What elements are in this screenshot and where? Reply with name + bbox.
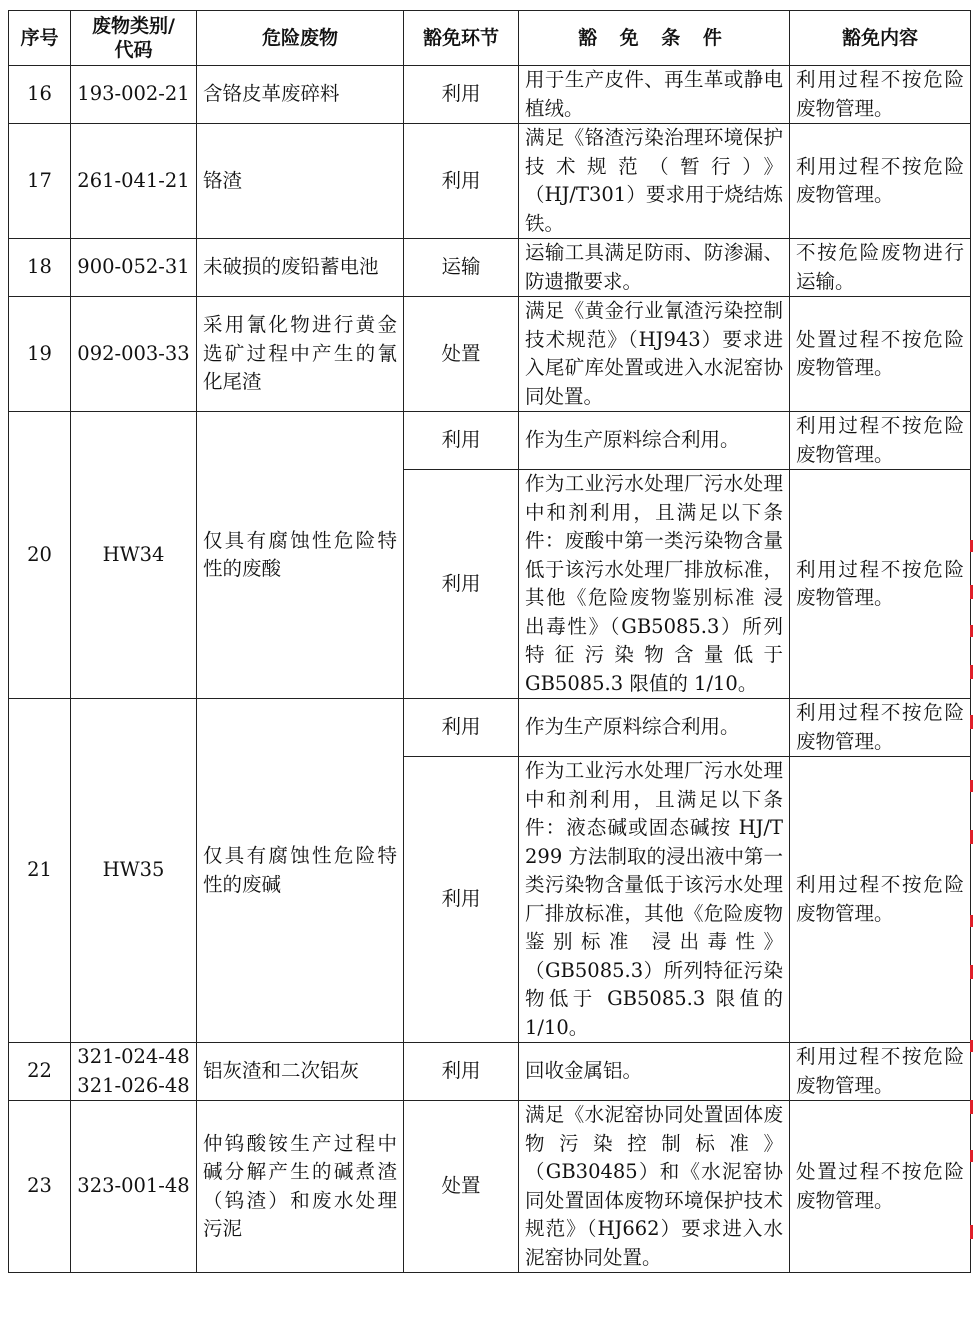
table-row: [9, 412, 971, 470]
row-condition: 用于生产皮件、再生革或静电植绒。: [519, 66, 790, 124]
row-seq: 17: [9, 124, 71, 239]
row-content: 利用过程不按危险废物管理。: [790, 412, 971, 470]
header-code: 废物类别/代码: [71, 11, 197, 66]
row-seq: 20: [9, 412, 71, 699]
header-name: 危险废物: [197, 11, 404, 66]
row-condition: 满足《黄金行业氰渣污染控制技术规范》（HJ943）要求进入尾矿库处置或进入水泥窑协同处置。: [519, 297, 790, 412]
row-condition: 作为生产原料综合利用。: [519, 412, 790, 470]
row-waste-name: 未破损的废铅蓄电池: [197, 239, 404, 297]
row-seq: 23: [9, 1101, 71, 1273]
row-code: 193-002-21: [71, 66, 197, 124]
row-seq: 16: [9, 66, 71, 124]
row-code: HW34: [71, 412, 197, 699]
table-row: [9, 124, 971, 239]
row-content: 利用过程不按危险废物管理。: [790, 124, 971, 239]
row-content: 处置过程不按危险废物管理。: [790, 297, 971, 412]
row-stage: 处置: [404, 1101, 519, 1273]
row-stage: 利用: [404, 412, 519, 470]
row-seq: 22: [9, 1043, 71, 1101]
row-waste-name: 仅具有腐蚀性危险特性的废酸: [197, 412, 404, 699]
row-stage: 利用: [404, 1043, 519, 1101]
row-content: 处置过程不按危险废物管理。: [790, 1101, 971, 1273]
row-code: [71, 1043, 197, 1101]
row-seq: 19: [9, 297, 71, 412]
row-condition: 作为生产原料综合利用。: [519, 699, 790, 757]
document-page: [8, 10, 970, 1273]
header-content: 豁免内容: [790, 11, 971, 66]
table-row: [9, 66, 971, 124]
row-stage: 运输: [404, 239, 519, 297]
row-condition: 回收金属铝。: [519, 1043, 790, 1101]
row-code: 092-003-33: [71, 297, 197, 412]
row-waste-name: 采用氰化物进行黄金选矿过程中产生的氰化尾渣: [197, 297, 404, 412]
table-row: [9, 1043, 971, 1101]
row-code-line: 321-026-48: [77, 1073, 190, 1097]
row-waste-name: 仅具有腐蚀性危险特性的废碱: [197, 699, 404, 1043]
row-code: 323-001-48: [71, 1101, 197, 1273]
row-stage: 利用: [404, 699, 519, 757]
waste-exemption-table: [8, 10, 971, 1273]
row-waste-name: 含铬皮革废碎料: [197, 66, 404, 124]
header-seq: 序号: [9, 11, 71, 66]
table-row: [9, 1101, 971, 1273]
row-stage: 利用: [404, 124, 519, 239]
row-waste-name: 铝灰渣和二次铝灰: [197, 1043, 404, 1101]
row-waste-name: 仲钨酸铵生产过程中碱分解产生的碱煮渣（钨渣）和废水处理污泥: [197, 1101, 404, 1273]
row-condition: 运输工具满足防雨、防渗漏、防遗撒要求。: [519, 239, 790, 297]
row-condition: 满足《水泥窑协同处置固体废物污染控制标准》（GB30485）和《水泥窑协同处置固体废物环境保护技术规范》（HJ662）要求进入水泥窑协同处置。: [519, 1101, 790, 1273]
table-row: [9, 297, 971, 412]
row-content: 利用过程不按危险废物管理。: [790, 470, 971, 699]
row-condition: 作为工业污水处理厂污水处理中和剂利用，且满足以下条件：废酸中第一类污染物含量低于该污水处理厂排放标准，其他《危险废物鉴别标准 浸出毒性》（GB5085.3）所列特征污染物含量低于 GB5085.3 限值的 1/10。: [519, 470, 790, 699]
row-code-line: 321-024-48: [77, 1045, 190, 1068]
row-code: 900-052-31: [71, 239, 197, 297]
row-stage: 处置: [404, 297, 519, 412]
row-waste-name: 铬渣: [197, 124, 404, 239]
row-seq: 21: [9, 699, 71, 1043]
row-content: 利用过程不按危险废物管理。: [790, 66, 971, 124]
row-condition: 作为工业污水处理厂污水处理中和剂利用，且满足以下条件：液态碱或固态碱按 HJ/T 299 方法制取的浸出液中第一类污染物含量低于该污水处理厂排放标准，其他《危险废物鉴别标准 浸出毒性》（GB5085.3）所列特征污染物低于 GB5085.3 限值的 1/10。: [519, 757, 790, 1043]
row-stage: 利用: [404, 470, 519, 699]
table-row: [9, 699, 971, 757]
table-header-row: [9, 11, 971, 66]
header-stage: 豁免环节: [404, 11, 519, 66]
row-stage: 利用: [404, 66, 519, 124]
table-row: [9, 239, 971, 297]
row-seq: 18: [9, 239, 71, 297]
row-code: 261-041-21: [71, 124, 197, 239]
row-content: 利用过程不按危险废物管理。: [790, 1043, 971, 1101]
header-condition: 豁 免 条 件: [519, 11, 790, 66]
row-condition: 满足《铬渣污染治理环境保护技术规范（暂行）》（HJ/T301）要求用于烧结炼铁。: [519, 124, 790, 239]
row-content: 利用过程不按危险废物管理。: [790, 699, 971, 757]
table-body: [9, 66, 971, 1273]
row-code: HW35: [71, 699, 197, 1043]
row-content: 不按危险废物进行运输。: [790, 239, 971, 297]
row-content: 利用过程不按危险废物管理。: [790, 757, 971, 1043]
row-stage: 利用: [404, 757, 519, 1043]
